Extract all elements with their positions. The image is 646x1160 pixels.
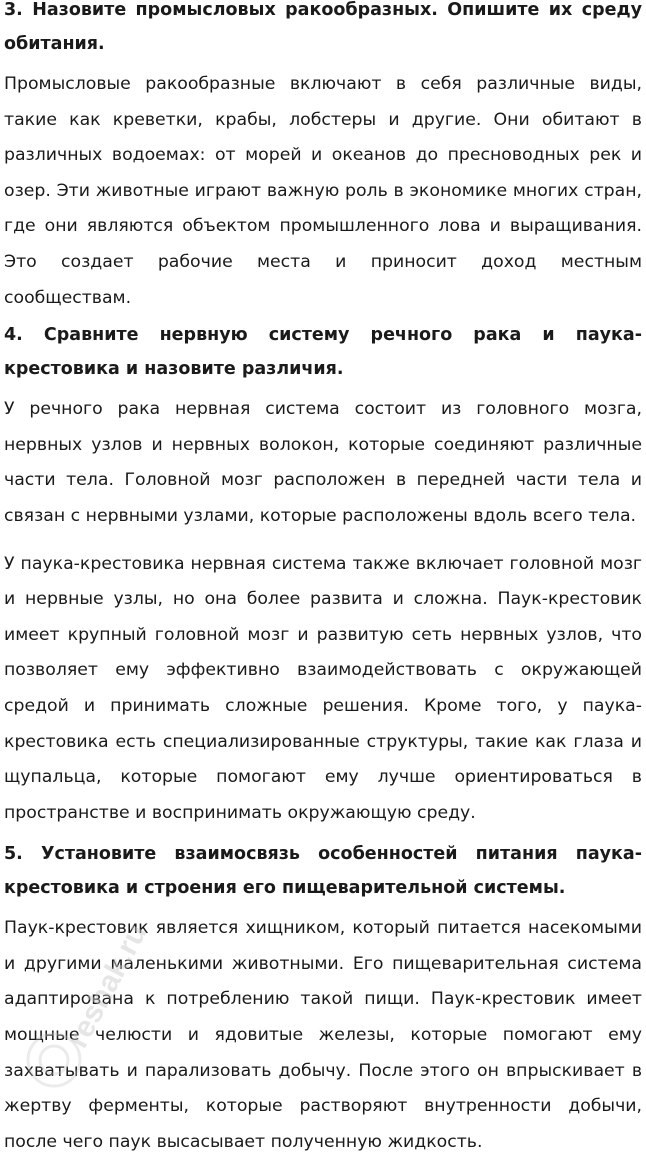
question-5-heading: 5. Установите взаимосвязь особенностей питания паука-крестовика и строения его пищеварительной системы. <box>4 844 642 899</box>
question-4-heading: 4. Сравните нервную систему речного рака и паука-крестовика и назовите различия. <box>4 325 642 380</box>
question-3-heading: 3. Назовите промысловых ракообразных. Опишите их среду обитания. <box>4 0 642 54</box>
answer-5-paragraph: Паук-крестовик является хищником, который питается насекомыми и другими маленькими животными. Его пищеварительная система адаптирована к потреблению такой пищи. Паук-крестовик имеет мощные челюсти и ядовитые железы, которые помогают ему захватывать и парализовать добычу. После этого он впрыскивает в жертву ферменты, которые растворяют внутренности добычи, после чего паук высасывает полученную жидкость. <box>4 918 642 1152</box>
answer-3-paragraph: Промысловые ракообразные включают в себя различные виды, такие как креветки, крабы, лобстеры и другие. Они обитают в различных водоемах: от морей и океанов до пресноводных рек и озер. Эти животные играют важную роль в экономике многих стран, где они являются объектом промышленного лова и выращивания. Это создает рабочие места и приносит доход местным сообществам. <box>4 74 642 308</box>
answer-4-paragraph-1: У речного рака нервная система состоит из головного мозга, нервных узлов и нервных волокон, которые соединяют различные части тела. Головной мозг расположен в передней части тела и связан с нервными узлами, которые расположены вдоль всего тела. <box>4 399 642 526</box>
watermark-text: reshak.ru <box>61 918 154 1054</box>
answer-4-paragraph-2: У паука-крестовика нервная система также включает головной мозг и нервные узлы, но она более развита и сложна. Паук-крестовик имеет крупный головной мозг и развитую сеть нервных узлов, что позволяет ему эффективно взаимодействовать с окружающей средой и принимать сложные решения. Кроме того, у паука-крестовика есть специализированные структуры, такие как глаза и щупальца, которые помогают ему лучше ориентироваться в пространстве и воспринимать окружающую среду. <box>4 553 642 823</box>
document-page <box>4 0 642 1160</box>
